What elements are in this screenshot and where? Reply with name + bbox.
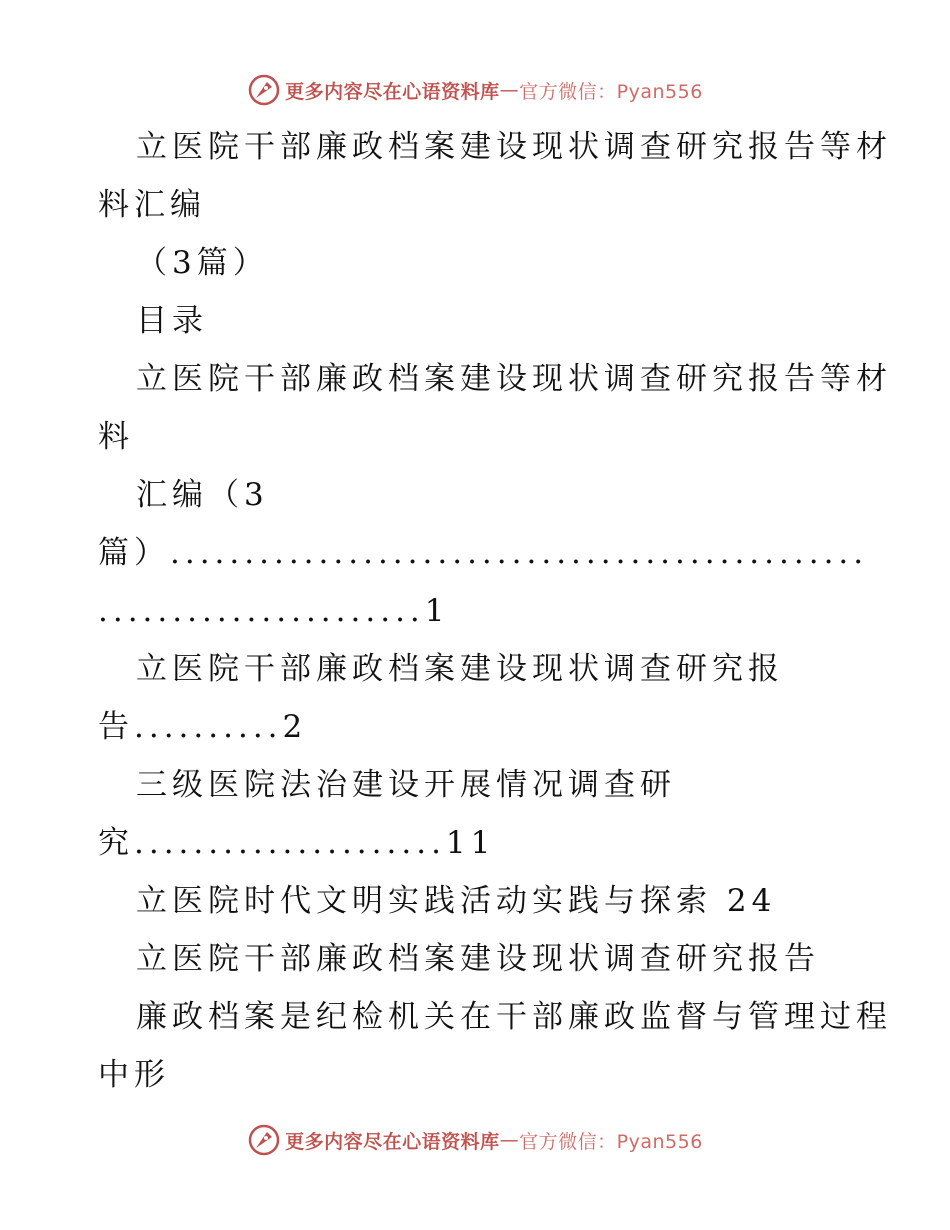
- title-line-2: 料汇编: [98, 187, 206, 223]
- toc-entry-1-line-1: 立医院干部廉政档案建设现状调查研究报告等材: [136, 361, 892, 397]
- body-paragraph-line-2: 中形: [98, 1057, 170, 1093]
- pen-nib-icon: [247, 73, 281, 107]
- section-title: 立医院干部廉政档案建设现状调查研究报告: [136, 941, 820, 977]
- watermark-separator: —: [499, 79, 520, 101]
- watermark-text: 更多内容尽在心语资料库: [285, 80, 500, 103]
- toc-entry-1-line-2: 料: [98, 419, 134, 455]
- toc-entry-4: 立医院时代文明实践活动实践与探索 24: [136, 883, 777, 919]
- body-paragraph-line-1: 廉政档案是纪检机关在干部廉政监督与管理过程: [136, 999, 892, 1035]
- toc-heading: 目录: [136, 303, 208, 339]
- toc-entry-3-line-1: 三级医院法治建设开展情况调查研: [136, 767, 676, 803]
- watermark-wechat: 官方微信：Pyan556: [519, 80, 703, 103]
- watermark-banner-bottom: [0, 1120, 950, 1160]
- watermark-text: 更多内容尽在心语资料库: [285, 1130, 500, 1153]
- watermark-banner-top: [0, 70, 950, 110]
- toc-entry-1-line-4: 篇）...............................................: [98, 535, 869, 571]
- toc-entry-2-line-2: 告..........2: [98, 709, 308, 745]
- document-body: [98, 118, 892, 1104]
- toc-entry-2-line-1: 立医院干部廉政档案建设现状调查研究报: [136, 651, 784, 687]
- toc-entry-1-line-3: 汇编（3: [136, 477, 269, 513]
- title-line-1: 立医院干部廉政档案建设现状调查研究报告等材: [136, 129, 892, 165]
- toc-entry-3-line-2: 究.....................11: [98, 825, 496, 861]
- title-count: （3篇）: [136, 245, 269, 281]
- toc-entry-1-line-5: ......................1: [98, 593, 450, 629]
- pen-nib-icon: [247, 1123, 281, 1157]
- watermark-wechat: 官方微信：Pyan556: [519, 1130, 703, 1153]
- watermark-separator: —: [499, 1129, 520, 1151]
